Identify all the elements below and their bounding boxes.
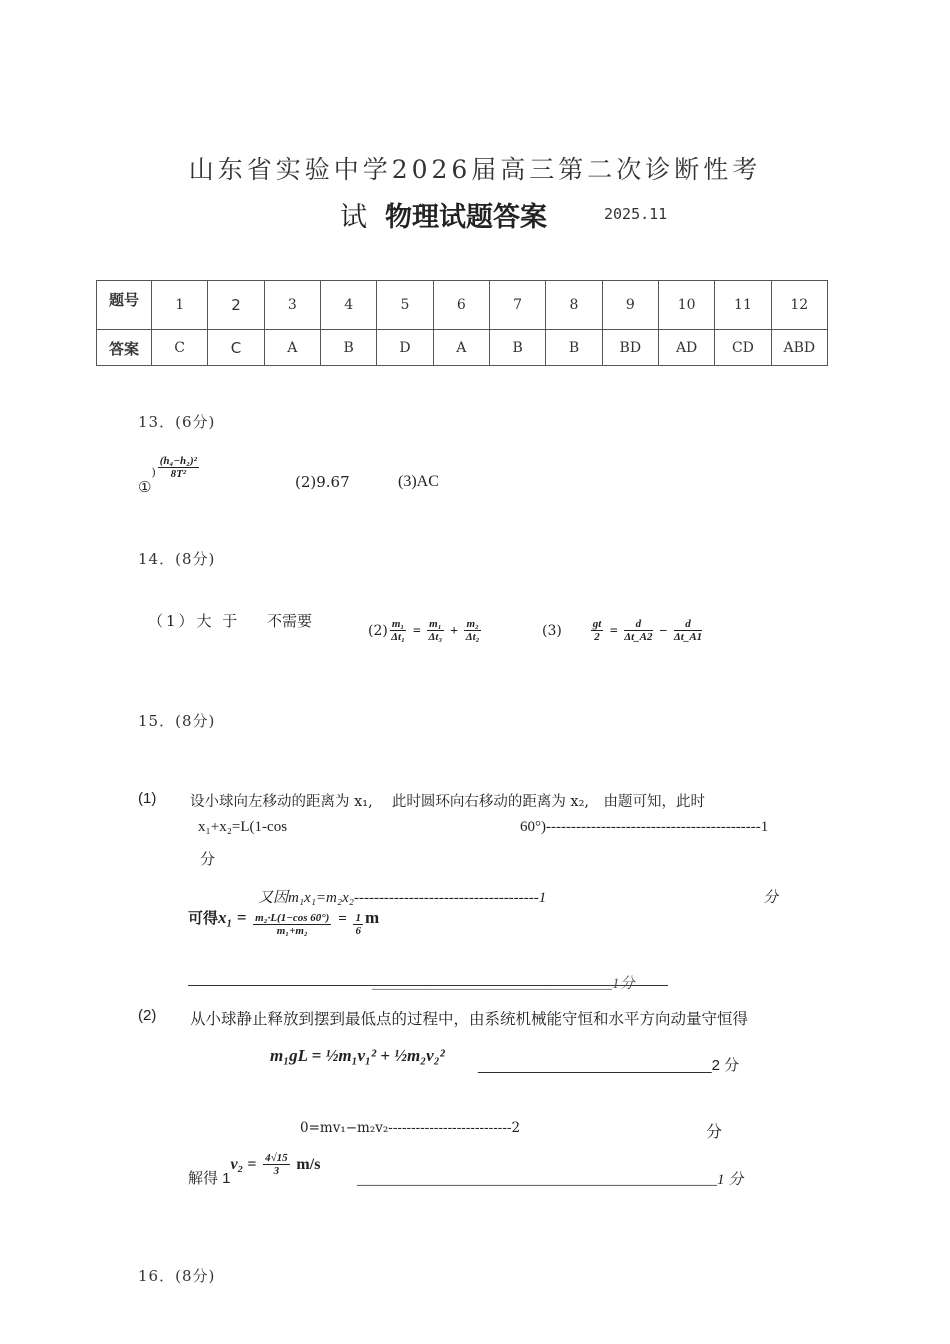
q15-p1-line2a: x₁+x₂=L(1-cos — [198, 819, 288, 835]
q13-formula-num: (h₄−h₂)² — [159, 455, 197, 467]
number-cell: 7 — [489, 281, 545, 330]
q15-x1: x₁ = — [218, 908, 247, 928]
q14-p3-label: (3) — [542, 623, 562, 640]
number-cell: 1 — [152, 281, 208, 330]
number-cell: 6 — [433, 281, 489, 330]
q14-part3: (3) $\frac{gt}{2}$ = $\frac{d}{\Delta t\_A2}$ − $\frac{d}{\Delta t\_A1}$ — [542, 618, 703, 644]
row-label-answer: 答案 — [97, 330, 152, 366]
number-cell: 11 — [715, 281, 771, 330]
q15-jiede: 解得 1 — [188, 1170, 231, 1188]
frac-den: 3 — [273, 1165, 280, 1178]
q14-p3-frac1 — [591, 618, 604, 644]
answer-cell: A — [433, 330, 489, 366]
frac-den: Δt₁ — [391, 631, 405, 644]
number-cell: 10 — [658, 281, 714, 330]
answer-cell: A — [264, 330, 320, 366]
title-main: 物理试题答案 — [385, 202, 547, 233]
q15-p2-line1: 从小球静止释放到摆到最低点的过程中，由系统机械能守恒和水平方向动量守恒得 — [190, 1011, 749, 1028]
frac-num: 1 — [355, 912, 361, 924]
frac-num: m₂ — [466, 618, 479, 630]
frac-den: 2 — [594, 631, 600, 644]
q14-part2: (2) $\frac{\text{m₁}}{\text{Δt₁}}$ = $\frac{\text{m₁}}{\text{Δt₃}}$ + $\frac{\text{m₂}}{\text{Δt₂}}$ — [368, 618, 480, 644]
row-label-number: 题号 — [97, 281, 152, 330]
q15-p2-momentum-fen: 分 — [706, 1124, 723, 1141]
q15-kede: 可得 — [188, 910, 219, 928]
q16-heading: 16．(8分) — [138, 1267, 216, 1285]
q15-p1-line1: 设小球向左移动的距离为 x₁, 此时圆环向右移动的距离为 x₂, 由题可知，此时 — [190, 794, 706, 810]
number-cell: 8 — [546, 281, 602, 330]
title-prefix: 试 — [340, 202, 367, 233]
frac-den: m₁+m₂ — [276, 925, 308, 938]
frac-num: m₁ — [391, 618, 405, 630]
answer-cell: B — [489, 330, 545, 366]
q15-p2-v2-tail: ________________________________________________1 分 — [357, 1172, 744, 1188]
q15-p1-label: (1) — [138, 790, 157, 807]
q14-p2-frac1 — [390, 618, 406, 644]
q15-p1-result — [188, 908, 380, 938]
q13-paren: ) — [151, 466, 156, 480]
q13-answer-line — [138, 455, 201, 497]
number-cell: 2 — [208, 281, 264, 330]
frac-den: Δt_A1 — [673, 631, 703, 644]
frac-num: d — [624, 618, 652, 631]
q15-p1-line3: 分 — [200, 850, 216, 868]
number-cell: 9 — [602, 281, 658, 330]
frac-num: d — [674, 618, 702, 631]
q15-x1-frac — [253, 912, 331, 938]
answer-cell: AD — [658, 330, 714, 366]
frac-den: Δt₂ — [465, 631, 480, 644]
q15-v2-frac — [263, 1152, 290, 1178]
frac-num: 4√15 — [265, 1152, 288, 1164]
page-title-line2 — [340, 195, 547, 234]
q14-p3-frac3 — [674, 618, 702, 644]
q13-part2: (2)9.67 — [295, 473, 350, 491]
q14-p2-label: (2) — [368, 623, 388, 640]
q15-p2-result — [188, 1152, 321, 1188]
answer-cell: ABD — [771, 330, 827, 366]
q15-v2: v₂ = — [230, 1156, 257, 1174]
q14-p2-frac3 — [464, 618, 480, 644]
frac-den: Δt₃ — [428, 631, 443, 644]
q14-p2-frac2 — [427, 618, 443, 644]
answer-cell: B — [546, 330, 602, 366]
q13-part3: (3)AC — [398, 473, 439, 490]
q15-v2-unit: m/s — [296, 1156, 321, 1174]
frac-num: m₂·L(1−cos 60°) — [255, 912, 330, 924]
q13-formula-den: 8T² — [170, 468, 187, 481]
q13-circle-one: ① — [138, 478, 152, 497]
q14-part1: （1）大 于 — [148, 612, 241, 630]
frac-den: 6 — [355, 925, 361, 938]
frac-num: gt — [592, 618, 602, 630]
q14-p3-frac2 — [624, 618, 652, 644]
exam-date: 2025.11 — [604, 205, 668, 223]
number-cell: 12 — [771, 281, 827, 330]
number-cell: 5 — [377, 281, 433, 330]
q15-p2-label: (2) — [138, 1007, 157, 1024]
q15-p2-momentum: 0=mv₁−m₂v₂---------------------------2 — [300, 1120, 521, 1136]
answer-cell: B — [320, 330, 376, 366]
number-cell: 3 — [264, 281, 320, 330]
answer-cell: D — [377, 330, 433, 366]
q15-p1-line4-fen: 分 — [763, 888, 779, 906]
q15-result-frac — [353, 912, 363, 938]
answer-row — [97, 330, 828, 366]
q15-p1-line2b: 60°)-------------------------------------------1 — [520, 819, 769, 835]
equals-sign: = — [338, 911, 347, 928]
q15-p2-energy-tail: ____________________________2 分 — [478, 1057, 740, 1074]
q15-p2-energy: m₁gL = ½m₁v₁² + ½m₂v₂² — [270, 1046, 445, 1065]
q13-formula — [158, 455, 199, 481]
q15-p1-line4: 又因m₁x₁=m₂x₂-------------------------------------1 — [258, 890, 547, 906]
answer-cell: C — [208, 330, 264, 366]
q15-heading: 15．(8分) — [138, 712, 216, 730]
q14-part1-b: 不需要 — [267, 613, 313, 630]
answer-table — [96, 280, 828, 366]
q14-heading: 14．(8分) — [138, 550, 216, 568]
page-title-line1: 山东省实验中学2026届高三第二次诊断性考 — [188, 155, 762, 184]
frac-den: Δt_A2 — [624, 631, 653, 644]
answer-cell: C — [152, 330, 208, 366]
number-row — [97, 281, 828, 330]
frac-num: m₁ — [429, 618, 442, 630]
number-cell: 4 — [320, 281, 376, 330]
answer-cell: BD — [602, 330, 658, 366]
q15-unit: m — [364, 908, 380, 928]
q13-heading: 13．(6分) — [138, 413, 216, 431]
answer-cell: CD — [715, 330, 771, 366]
q15-p1-dash: ________________________________1分 — [372, 976, 635, 992]
